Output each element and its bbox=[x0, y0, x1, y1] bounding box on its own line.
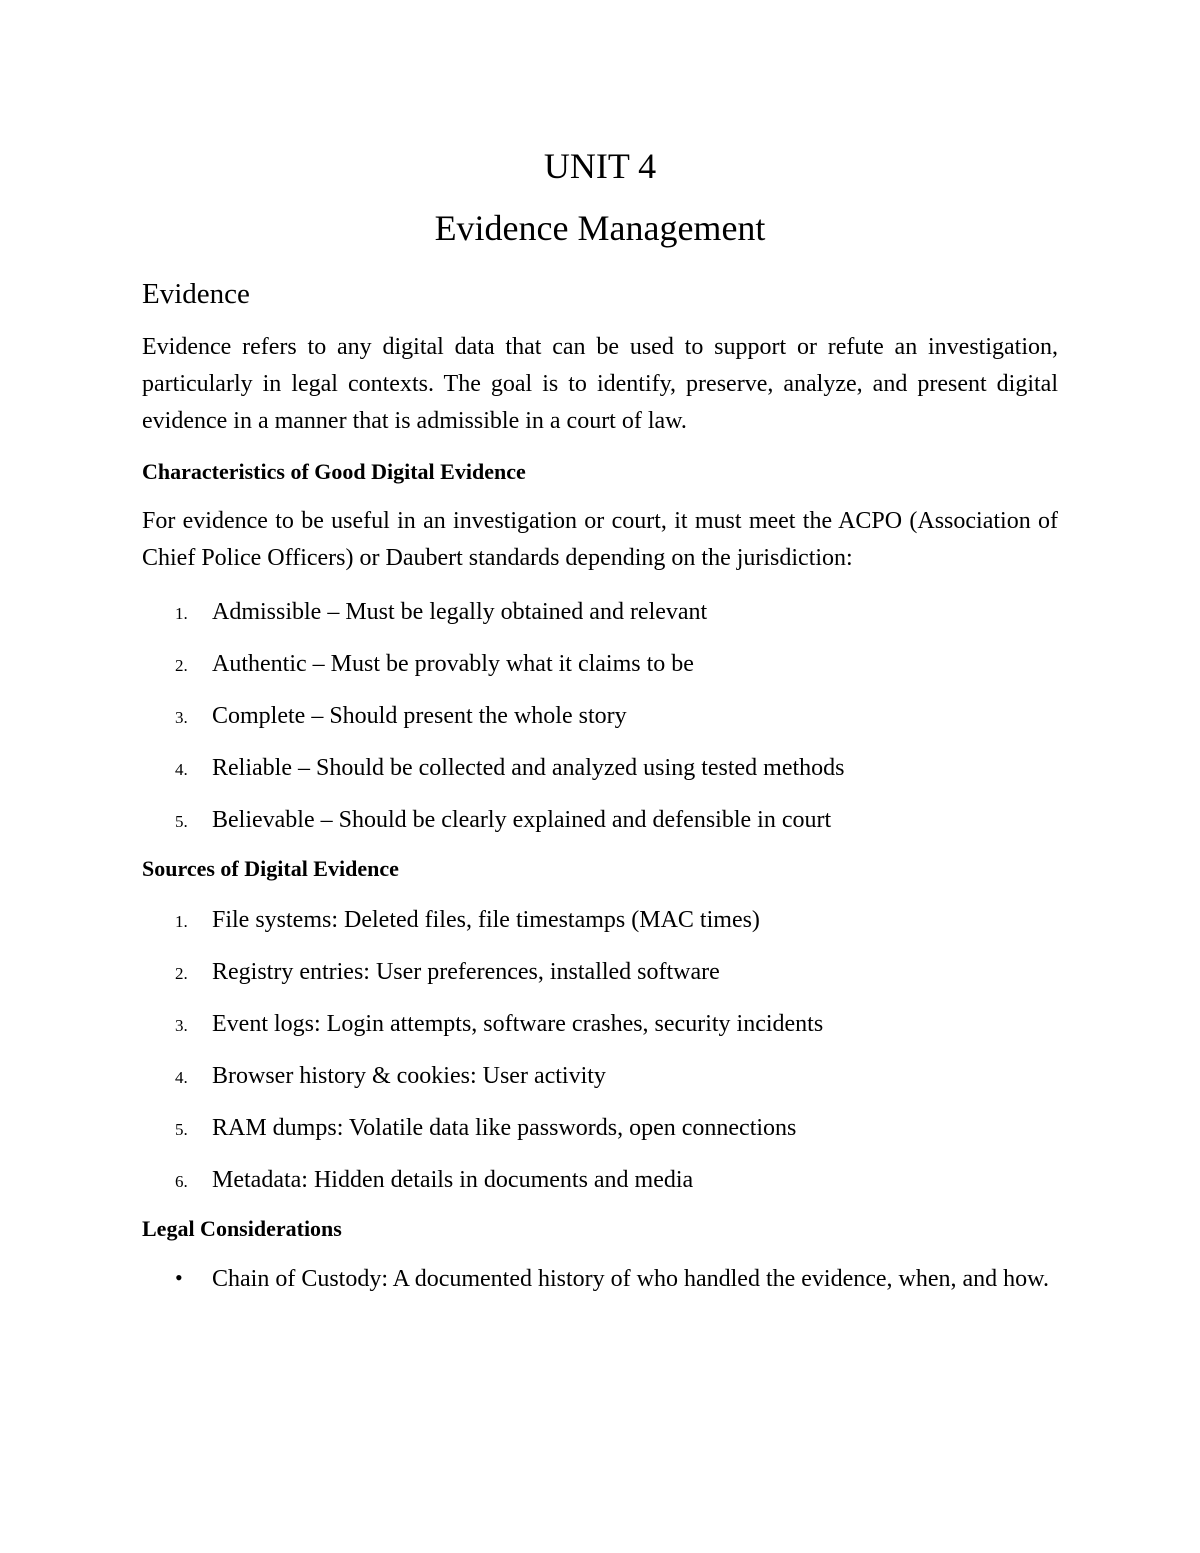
list-number: 4. bbox=[175, 1068, 188, 1087]
evidence-heading: Evidence bbox=[142, 278, 250, 310]
list-item bbox=[142, 595, 1058, 629]
list-item bbox=[142, 1007, 1058, 1041]
list-number: 4. bbox=[175, 760, 188, 779]
list-item-text: Chain of Custody: A documented history of who handled the evidence, when, and how. bbox=[212, 1266, 1049, 1292]
bullet-icon: • bbox=[175, 1265, 183, 1290]
list-item bbox=[142, 699, 1058, 733]
list-item-text: Event logs: Login attempts, software crashes, security incidents bbox=[212, 1011, 824, 1037]
list-number: 1. bbox=[175, 912, 188, 931]
list-number: 5. bbox=[175, 1120, 188, 1139]
list-item-text: Authentic – Must be provably what it claims to be bbox=[212, 651, 694, 677]
list-item bbox=[142, 1261, 1058, 1298]
list-number: 2. bbox=[175, 964, 188, 983]
legal-heading: Legal Considerations bbox=[142, 1216, 342, 1241]
list-item bbox=[142, 1163, 1058, 1197]
characteristics-list bbox=[142, 595, 1058, 837]
list-item bbox=[142, 903, 1058, 937]
list-item bbox=[142, 1111, 1058, 1145]
sources-heading: Sources of Digital Evidence bbox=[142, 856, 399, 881]
list-item-text: Browser history & cookies: User activity bbox=[212, 1063, 606, 1089]
list-number: 3. bbox=[175, 1016, 188, 1035]
list-item-text: Reliable – Should be collected and analyzed using tested methods bbox=[212, 755, 845, 781]
characteristics-intro: For evidence to be useful in an investigation or court, it must meet the ACPO (Association of Chief Police Officers) or Daubert standards depending on the jurisdiction: bbox=[142, 508, 1058, 571]
list-item bbox=[142, 751, 1058, 785]
list-number: 2. bbox=[175, 656, 188, 675]
list-number: 5. bbox=[175, 812, 188, 831]
unit-title: UNIT 4 bbox=[543, 146, 657, 186]
list-item bbox=[142, 803, 1058, 837]
list-item bbox=[142, 955, 1058, 989]
list-number: 6. bbox=[175, 1172, 188, 1191]
list-item-text: Complete – Should present the whole story bbox=[212, 703, 627, 729]
evidence-paragraph: Evidence refers to any digital data that can be used to support or refute an investigation, particularly in legal contexts. The goal is to identify, preserve, analyze, and present digital evidence in a manner that is admissible in a court of law. bbox=[142, 334, 1058, 434]
list-item-text: RAM dumps: Volatile data like passwords, open connections bbox=[212, 1115, 797, 1141]
page-title: Evidence Management bbox=[434, 208, 766, 248]
list-item bbox=[142, 647, 1058, 681]
legal-list bbox=[142, 1261, 1058, 1298]
list-item bbox=[142, 1059, 1058, 1093]
list-item-text: Metadata: Hidden details in documents and media bbox=[212, 1167, 694, 1193]
list-item-text: File systems: Deleted files, file timestamps (MAC times) bbox=[212, 907, 760, 933]
list-item-text: Admissible – Must be legally obtained and relevant bbox=[212, 599, 708, 625]
list-item-text: Registry entries: User preferences, installed software bbox=[212, 959, 720, 985]
list-item-text: Believable – Should be clearly explained and defensible in court bbox=[212, 807, 832, 833]
sources-list bbox=[142, 903, 1058, 1197]
characteristics-heading: Characteristics of Good Digital Evidence bbox=[142, 459, 526, 484]
list-number: 3. bbox=[175, 708, 188, 727]
list-number: 1. bbox=[175, 604, 188, 623]
